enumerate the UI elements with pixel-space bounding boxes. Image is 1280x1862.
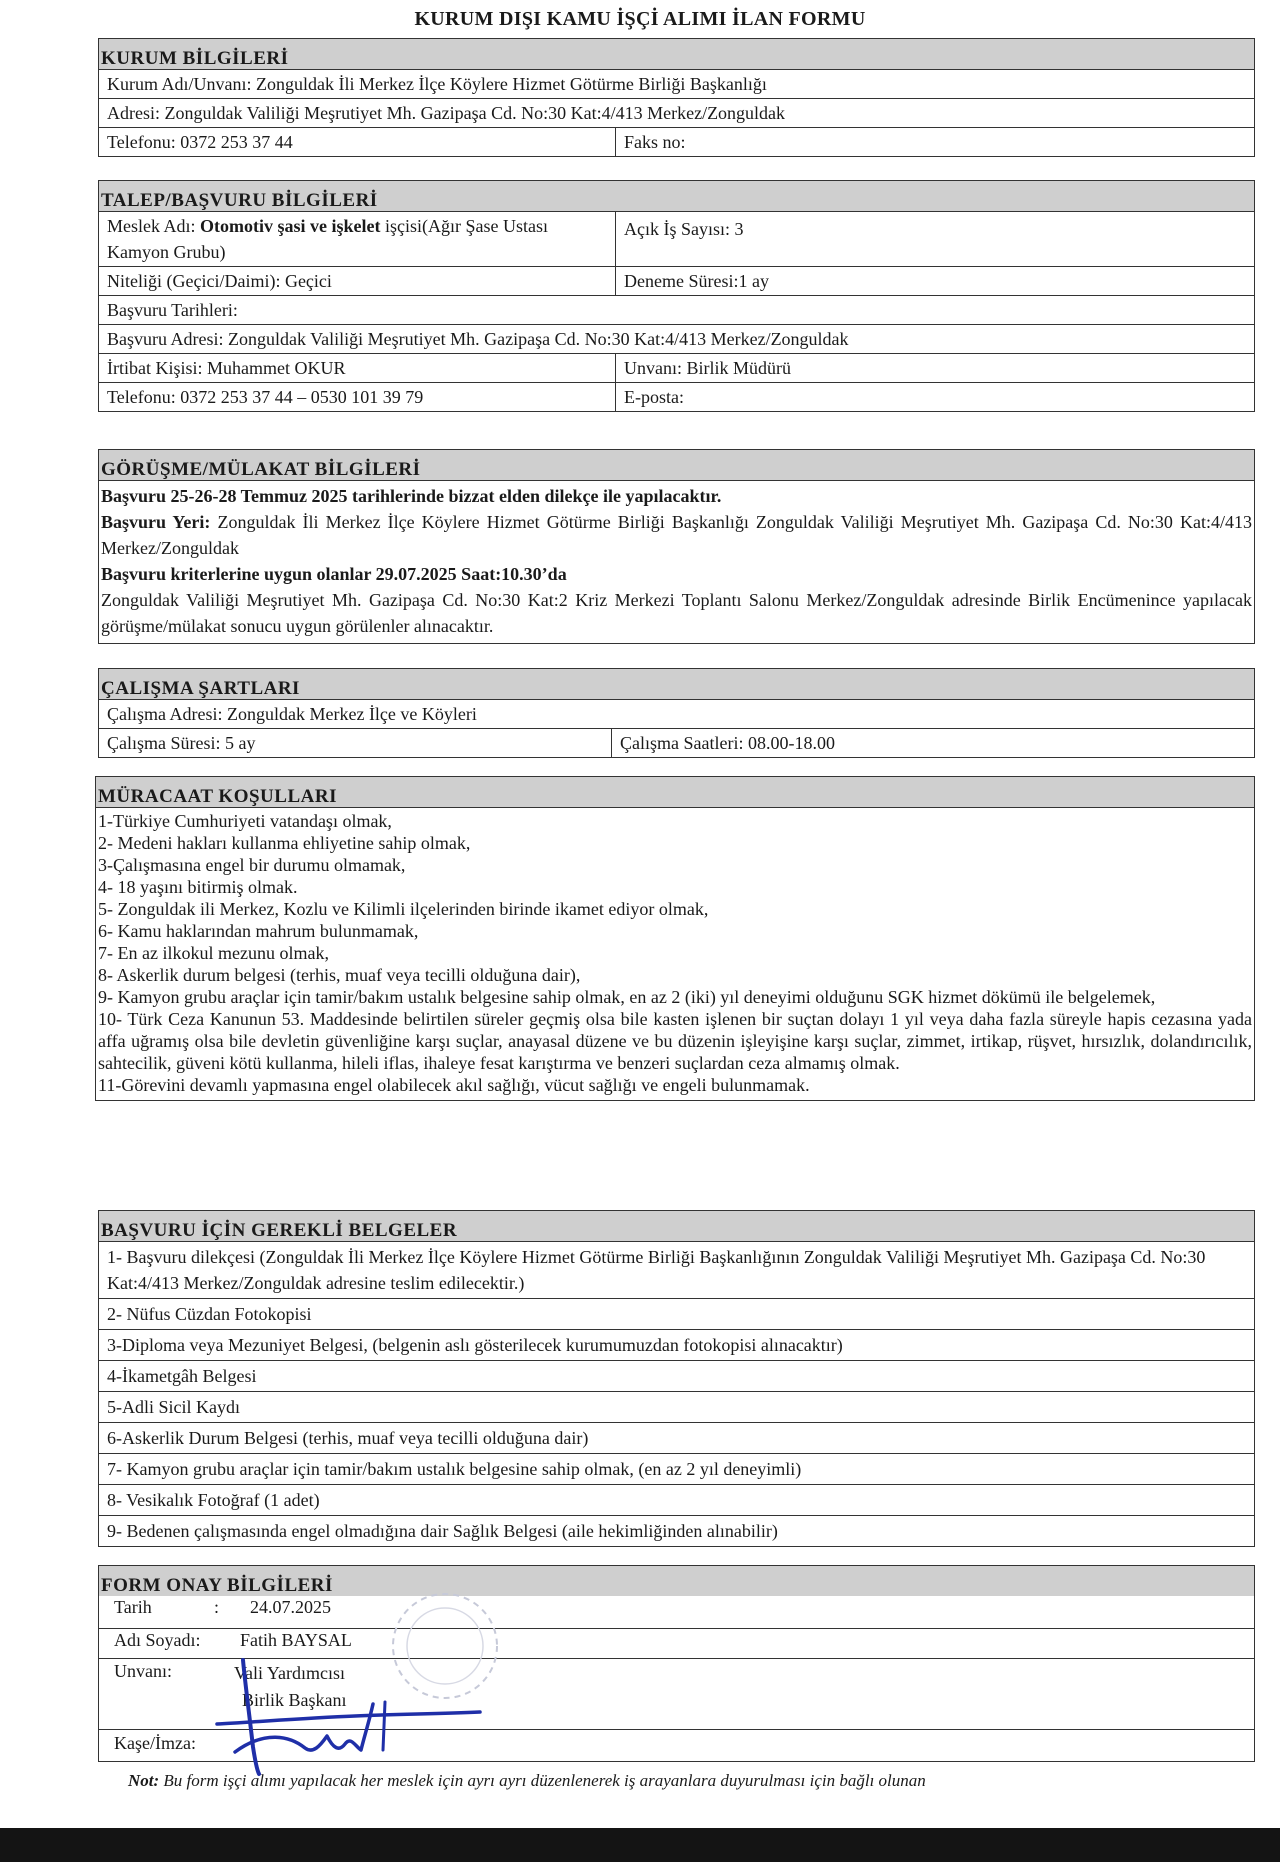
section-header-talep: TALEP/BAŞVURU BİLGİLERİ (99, 181, 1254, 212)
section-muracaat (95, 776, 1255, 1101)
unvan-line-2: Birlik Başkanı (242, 1690, 347, 1710)
niteligi: Niteliği (Geçici/Daimi): Geçici (107, 271, 332, 291)
meslek-rest: işçisi(Ağır Şase Ustası Kamyon Grubu) (107, 216, 548, 262)
muracaat-item-5: 5- Zonguldak ili Merkez, Kozlu ve Kilimli ilçelerinden birinde ikamet ediyor olmak, (98, 899, 709, 919)
kase-imza-label: Kaşe/İmza: (114, 1733, 196, 1753)
section-gorusme (98, 449, 1255, 644)
meslek-prefix: Meslek Adı: (107, 216, 200, 236)
calisma-sure-row (99, 729, 1254, 757)
irtibat-kisisi: İrtibat Kişisi: Muhammet OKUR (107, 358, 346, 378)
kurum-telefon: Telefonu: 0372 253 37 44 (107, 132, 293, 152)
note-text: Bu form işçi alımı yapılacak her meslek için ayrı ayrı düzenlenerek iş arayanlara duyurulması için bağlı olunan (159, 1771, 926, 1790)
meslek-adi (99, 212, 615, 266)
belge-item-6: 6-Askerlik Durum Belgesi (terhis, muaf veya tecilli olduğuna dair) (99, 1423, 1254, 1454)
unvan-label: Unvanı: (114, 1661, 172, 1681)
onay-divider-1 (99, 1628, 1254, 1629)
adi-soyadi-value: Fatih BAYSAL (240, 1630, 352, 1650)
kurum-adres-row (99, 99, 1254, 128)
unvan-line-1: Vali Yardımcısı (234, 1663, 346, 1683)
muracaat-item-1: 1-Türkiye Cumhuriyeti vatandaşı olmak, (98, 811, 392, 831)
meslek-bold: Otomotiv şasi ve işkelet (200, 216, 381, 236)
muracaat-item-2: 2- Medeni hakları kullanma ehliyetine sahip olmak, (98, 833, 471, 853)
muracaat-list (96, 810, 1254, 986)
calisma-adresi: Çalışma Adresi: Zonguldak Merkez İlçe ve Köyleri (107, 704, 477, 724)
tarih-label: Tarih (114, 1597, 152, 1617)
belge-item-3: 3-Diploma veya Mezuniyet Belgesi, (belgenin aslı gösterilecek kurumumuzdan fotokopisi alınacaktır) (99, 1330, 1254, 1361)
tarih-sep: : (214, 1597, 220, 1617)
basvuru-adresi-row (99, 325, 1254, 354)
talep-telefon: Telefonu: 0372 253 37 44 – 0530 101 39 79 (107, 387, 424, 407)
gorusme-body (99, 481, 1254, 643)
kurum-adres: Adresi: Zonguldak Valiliği Meşrutiyet Mh. Gazipaşa Cd. No:30 Kat:4/413 Merkez/Zonguldak (107, 103, 786, 123)
gorusme-line1: Başvuru 25-26-28 Temmuz 2025 tarihlerinde bizzat elden dilekçe ile yapılacaktır. (101, 486, 722, 506)
nitelik-row (99, 267, 1254, 296)
belge-item-2: 2- Nüfus Cüzdan Fotokopisi (99, 1299, 1254, 1330)
calisma-adres-row (99, 700, 1254, 729)
muracaat-item-7: 7- En az ilkokul mezunu olmak, (98, 943, 329, 963)
section-kurum (98, 38, 1255, 157)
section-calisma (98, 668, 1255, 758)
gorusme-yeri-text: Zonguldak İli Merkez İlçe Köylere Hizmet Götürme Birliği Başkanlığı Zonguldak Valiliği Meşrutiyet Mh. Gazipaşa Cd. No:30 Kat:4/413 Merkez/Zonguldak (101, 512, 1252, 558)
talep-eposta: E-posta: (615, 383, 1254, 411)
muracaat-item-3: 3-Çalışmasına engel bir durumu olmamak, (98, 855, 406, 875)
muracaat-item-4: 4- 18 yaşını bitirmiş olmak. (98, 877, 298, 897)
section-header-belgeler: BAŞVURU İÇİN GEREKLİ BELGELER (99, 1211, 1254, 1242)
signature-mark (195, 1652, 485, 1777)
section-header-muracaat: MÜRACAAT KOŞULLARI (96, 777, 1254, 808)
tarih-value: 24.07.2025 (250, 1597, 331, 1617)
section-belgeler (98, 1210, 1255, 1547)
irtibat-unvan: Unvanı: Birlik Müdürü (615, 354, 1254, 382)
muracaat-item-8: 8- Askerlik durum belgesi (terhis, muaf veya tecilli olduğuna dair), (98, 965, 581, 985)
belgeler-list (99, 1242, 1254, 1546)
gorusme-yer: Zonguldak Valiliği Meşrutiyet Mh. Gazipaşa Cd. No:30 Kat:2 Kriz Merkezi Toplantı Salonu Merkez/Zonguldak adresinde Birlik Encümenince yapılacak görüşme/mülakat sonucu uygun görülenler alınacaktır. (101, 590, 1252, 636)
belge-item-1: 1- Başvuru dilekçesi (Zonguldak İli Merkez İlçe Köylere Hizmet Götürme Birliği Başkanlığının Zonguldak Valiliği Meşrutiyet Mh. Gazipaşa Cd. No:30 Kat:4/413 Merkez/Zonguldak adresine teslim edilecektir.) (99, 1242, 1254, 1299)
section-talep (98, 180, 1255, 412)
section-header-onay: FORM ONAY BİLGİLERİ (99, 1566, 1254, 1596)
calisma-suresi: Çalışma Süresi: 5 ay (107, 733, 256, 753)
belge-item-7: 7- Kamyon grubu araçlar için tamir/bakım ustalık belgesine sahip olmak, (en az 2 yıl deneyimli) (99, 1454, 1254, 1485)
acik-is-sayisi: Açık İş Sayısı: 3 (615, 212, 1254, 266)
muracaat-item-10: 10- Türk Ceza Kanunun 53. Maddesinde belirtilen süreler geçmiş olsa bile kasten işlenen bir suçtan dolayı 1 yıl veya daha fazla süreyle hapis cezasına yada affa uğramış olsa bile devletin güvenliğine karşı suçlar, anayasal düzene ve bu düzenin işleyişine karşı suçlar, zimmet, irtikap, rüşvet, hırsızlık, dolandırıcılık, sahtecilik, güveni kötü kullanma, hileli iflas, ihaleye fesat karıştırma ve benzeri suçlardan ceza almamış olmak. (98, 1009, 1252, 1073)
muracaat-item-11: 11-Görevini devamlı yapmasına engel olabilecek akıl sağlığı, vücut sağlığı ve engeli bulunmamak. (98, 1075, 810, 1095)
section-header-calisma: ÇALIŞMA ŞARTLARI (99, 669, 1254, 700)
deneme-suresi: Deneme Süresi:1 ay (615, 267, 1254, 295)
section-header-kurum: KURUM BİLGİLERİ (99, 39, 1254, 70)
kurum-adi-row (99, 70, 1254, 99)
meslek-row (99, 212, 1254, 267)
adi-soyadi-label: Adı Soyadı: (114, 1630, 201, 1650)
section-header-gorusme: GÖRÜŞME/MÜLAKAT BİLGİLERİ (99, 450, 1254, 481)
kurum-faks: Faks no: (615, 128, 1254, 156)
kurum-tel-row (99, 128, 1254, 156)
talep-tel-row (99, 383, 1254, 411)
basvuru-tarihleri-row (99, 296, 1254, 325)
gorusme-yeri-label: Başvuru Yeri: (101, 512, 211, 532)
muracaat-body (96, 808, 1254, 1100)
gorusme-yeri (99, 509, 1254, 561)
muracaat-item-6: 6- Kamu haklarından mahrum bulunmamak, (98, 921, 419, 941)
footer-note (128, 1771, 926, 1791)
basvuru-adresi: Başvuru Adresi: Zonguldak Valiliği Meşrutiyet Mh. Gazipaşa Cd. No:30 Kat:4/413 Merkez/Zonguldak (107, 329, 849, 349)
belge-item-9: 9- Bedenen çalışmasında engel olmadığına dair Sağlık Belgesi (aile hekimliğinden alınabilir) (107, 1521, 778, 1541)
note-label: Not: (128, 1771, 160, 1790)
belge-item-5: 5-Adli Sicil Kaydı (99, 1392, 1254, 1423)
kurum-adi: Kurum Adı/Unvanı: Zonguldak İli Merkez İlçe Köylere Hizmet Götürme Birliği Başkanlığı (107, 74, 767, 94)
bottom-bar (0, 1828, 1280, 1862)
belge-item-4: 4-İkametgâh Belgesi (99, 1361, 1254, 1392)
form-title: KURUM DIŞI KAMU İŞÇİ ALIMI İLAN FORMU (414, 8, 866, 30)
calisma-saatleri: Çalışma Saatleri: 08.00-18.00 (611, 729, 1254, 757)
irtibat-row (99, 354, 1254, 383)
belge-item-8: 8- Vesikalık Fotoğraf (1 adet) (99, 1485, 1254, 1516)
muracaat-item-9: 9- Kamyon grubu araçlar için tamir/bakım ustalık belgesine sahip olmak, en az 2 (iki) yıl deneyimi olduğunu SGK hizmet dökümü ile belgelemek, (98, 987, 1156, 1007)
basvuru-tarihleri: Başvuru Tarihleri: (107, 300, 238, 320)
gorusme-kriter: Başvuru kriterlerine uygun olanlar 29.07.2025 Saat:10.30’da (101, 564, 567, 584)
